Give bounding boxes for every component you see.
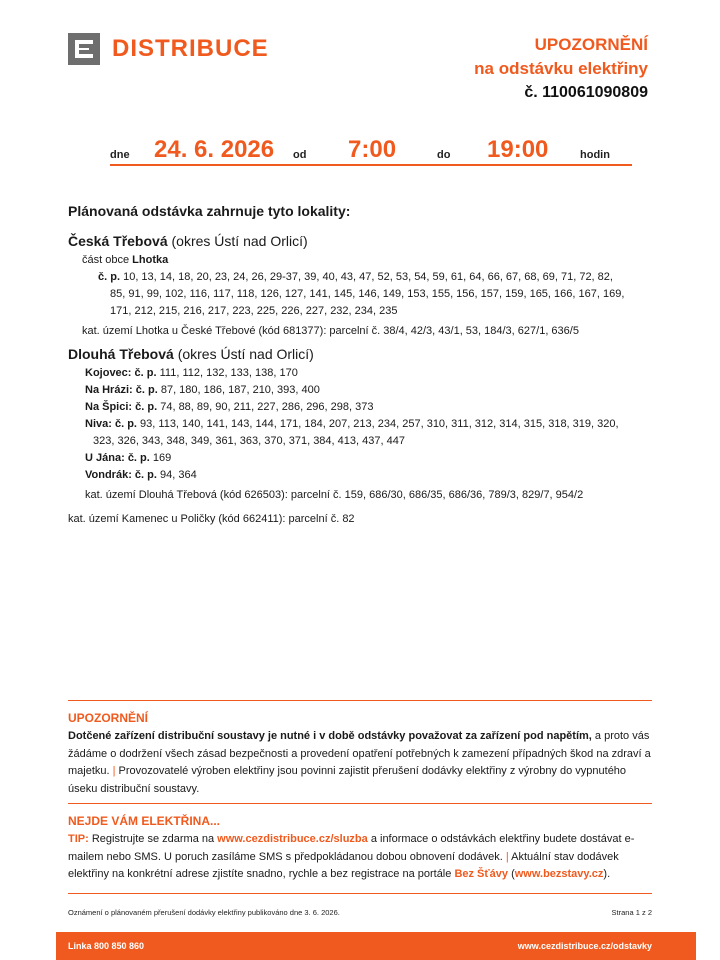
notice-number: č. 110061090809: [524, 84, 648, 101]
logo-text: DISTRIBUCE: [112, 35, 269, 62]
district-name: (okres Ústí nad Orlicí): [171, 233, 308, 249]
notice-subtitle: na odstávku elektřiny: [474, 59, 648, 78]
street-row: U Jána: č. p. 169: [85, 452, 172, 464]
end-time: 19:00: [487, 136, 549, 163]
locality-ceska-trebova: [68, 230, 624, 340]
town-name: [68, 343, 619, 365]
warning-text: Dotčené zařízení distribuční soustavy je nutné i v době odstávky považovat za zařízení pod napětím, a proto vás žádáme o dodržení všech zásad bezpečnosti a provedení opatření potřebných k zamezení případných škod na zdraví a majetku. | Provozovatelé výroben elektřiny jsou povinni zajistit přerušení dodávky elektřiny z výrobny do vypnutého úseku distribuční soustavy.: [68, 730, 651, 795]
to-label: do: [437, 149, 451, 161]
outage-schedule: [110, 136, 632, 166]
locality-dlouha-trebova: [68, 343, 619, 504]
company-logo: [68, 33, 269, 65]
cp-values: 10, 13, 14, 18, 20, 23, 24, 26, 29-37, 39, 40, 43, 47, 52, 53, 54, 59, 61, 64, 66, 67, 68, 69, 71, 72, 82,: [123, 271, 613, 283]
cadastral-kamenec: kat. území Kamenec u Poličky (kód 662411): parcelní č. 82: [68, 513, 355, 525]
town-name: [68, 230, 624, 252]
notice-title: UPOZORNĚNÍ: [534, 35, 648, 54]
publication-note: Oznámení o plánovaném přerušení dodávky elektřiny publikováno dne 3. 6. 2026.: [68, 908, 340, 917]
bezstavy-link[interactable]: www.bezstavy.cz: [514, 868, 604, 880]
date-label: dne: [110, 149, 130, 161]
hotline: Linka 800 850 860: [68, 941, 145, 951]
part-prefix: část obce: [82, 254, 130, 266]
page-number: Strana 1 z 2: [611, 908, 652, 917]
hours-label: hodin: [580, 149, 610, 161]
town-title: Česká Třebová: [68, 233, 168, 249]
cez-logo-icon: [68, 33, 100, 65]
street-list: [68, 365, 619, 484]
street-row: Kojovec: č. p. 111, 112, 132, 133, 138, 170: [85, 367, 298, 379]
website-link[interactable]: www.cezdistribuce.cz/odstavky: [517, 941, 652, 951]
outage-date: 24. 6. 2026: [154, 136, 275, 163]
divider: [68, 700, 652, 701]
part-name: Lhotka: [132, 254, 169, 266]
street-row: Niva: č. p. 93, 113, 140, 141, 143, 144, 171, 184, 207, 213, 234, 257, 310, 311, 312, 314, 315, 318, 319, 320,: [85, 418, 619, 430]
divider: [68, 803, 652, 804]
notice-header: [474, 33, 648, 105]
divider: [68, 893, 652, 894]
cp-label: č. p.: [98, 271, 121, 283]
town-part: [68, 252, 624, 269]
district-name: (okres Ústí nad Orlicí): [177, 346, 314, 362]
tip-text: TIP: Registrujte se zdarma na www.cezdistribuce.cz/sluzba a informace o odstávkách elektřiny budete dostávat e-mailem nebo SMS. U poruch zasíláme SMS s předpokládanou dobou obnovení dodávek. | Aktuální stav dodávek elektřiny na konkrétní adrese zjistíte snadno, rychle a bez registrace na portále Bez Šťávy (www.bezstavy.cz).: [68, 833, 635, 880]
tip-title: NEJDE VÁM ELEKTŘINA...: [68, 814, 221, 828]
cadastral-info: kat. území Lhotka u České Třebové (kód 681377): parcelní č. 38/4, 42/3, 43/1, 53, 184/3, 627/1, 636/5: [82, 325, 579, 337]
warning-title: UPOZORNĚNÍ: [68, 711, 149, 725]
cadastral-info: kat. území Dlouhá Třebová (kód 626503): parcelní č. 159, 686/30, 686/35, 686/36, 789/3, 829/7, 954/2: [85, 489, 584, 501]
street-row: Na Špici: č. p. 74, 88, 89, 90, 211, 227, 286, 296, 298, 373: [85, 401, 374, 413]
house-numbers: [68, 269, 624, 320]
cp-values: 85, 91, 99, 102, 116, 117, 118, 126, 127, 141, 145, 146, 149, 153, 155, 156, 157, 159, 165, 166, 167, 169,: [110, 288, 625, 300]
start-time: 7:00: [348, 136, 397, 163]
footer-bar: [56, 932, 696, 960]
localities-heading: Plánovaná odstávka zahrnuje tyto lokality:: [68, 203, 351, 219]
street-row: Vondrák: č. p. 94, 364: [85, 469, 197, 481]
street-row: 323, 326, 343, 348, 349, 361, 363, 370, 371, 384, 413, 437, 447: [93, 435, 405, 447]
registration-link[interactable]: www.cezdistribuce.cz/sluzba: [217, 833, 368, 845]
town-title: Dlouhá Třebová: [68, 346, 174, 362]
cp-values: 171, 212, 215, 216, 217, 223, 225, 226, 227, 232, 234, 235: [110, 305, 398, 317]
from-label: od: [293, 149, 307, 161]
street-row: Na Hrázi: č. p. 87, 180, 186, 187, 210, 393, 400: [85, 384, 320, 396]
